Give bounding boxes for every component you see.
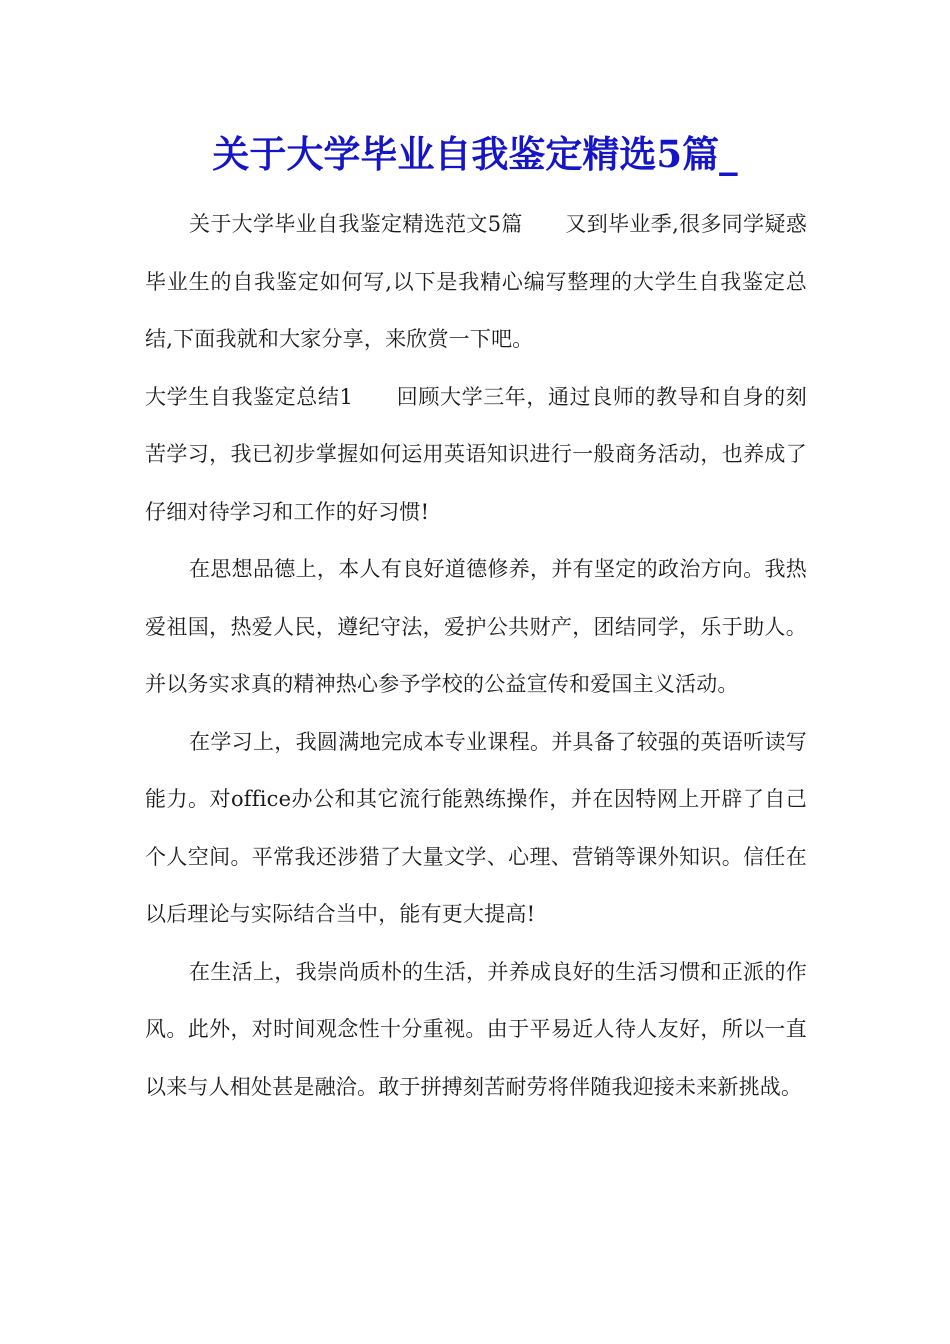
paragraph-summary-1: 大学生自我鉴定总结1 回顾大学三年，通过良师的教导和自身的刻苦学习，我已初步掌握如何运用英语知识进行一般商务活动，也养成了仔细对待学习和工作的好习惯! [145,384,807,524]
paragraph-life: 在生活上，我崇尚质朴的生活，并养成良好的生活习惯和正派的作风。此外，对时间观念性十分重视。由于平易近人待人友好，所以一直以来与人相处甚是融洽。敢于拼搏刻苦耐劳将伴随我迎接未来新挑战。 [145,959,807,1099]
paragraph-ideology: 在思想品德上，本人有良好道德修养，并有坚定的政治方向。我热爱祖国，热爱人民，遵纪守法，爱护公共财产，团结同学，乐于助人。并以务实求真的精神热心参予学校的公益宣传和爱国主义活动。 [145,557,807,696]
paragraph-intro: 关于大学毕业自我鉴定精选范文5篇 又到毕业季,很多同学疑惑毕业生的自我鉴定如何写,以下是我精心编写整理的大学生自我鉴定总结,下面我就和大家分享，来欣赏一下吧。 [145,212,807,351]
document-title: 关于大学毕业自我鉴定精选5篇_ [212,132,738,176]
paragraph-study: 在学习上，我圆满地完成本专业课程。并具备了较强的英语听读写能力。对office办公和其它流行能熟练操作，并在因特网上开辟了自己个人空间。平常我还涉猎了大量文学、心理、营销等课外知识。信任在以后理论与实际结合当中，能有更大提高! [145,729,807,926]
document-body [145,196,807,1116]
